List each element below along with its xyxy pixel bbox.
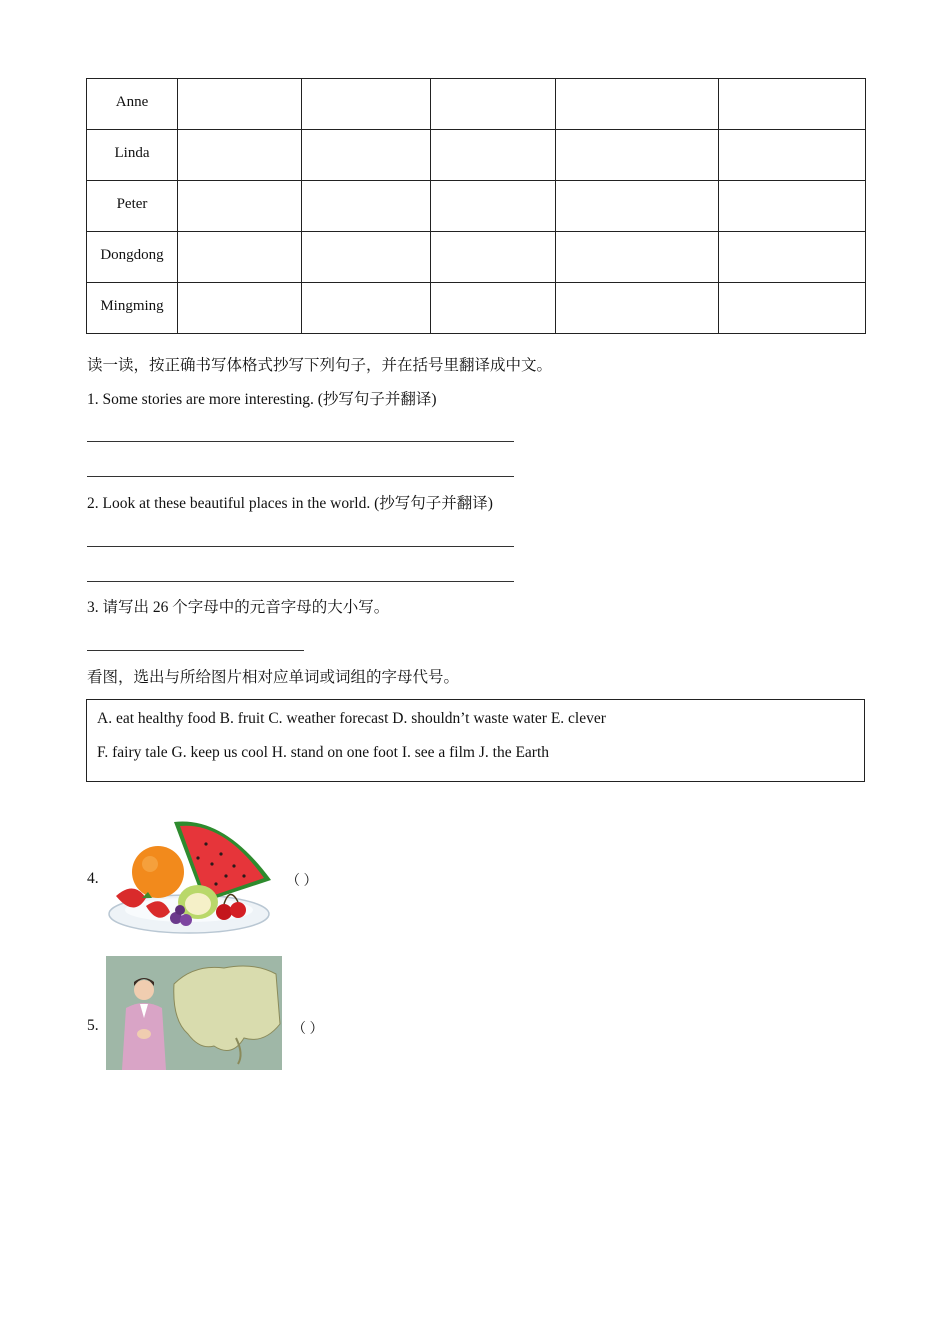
name-cell: Anne xyxy=(87,79,178,130)
table-row xyxy=(87,79,866,130)
section2-instruction: 看图，选出与所给图片相对应单词或词组的字母代号。 xyxy=(87,669,460,686)
question-2: 2. Look at these beautiful places in the world. (抄写句子并翻译) xyxy=(87,495,493,512)
answer-line[interactable] xyxy=(87,650,304,651)
presenter-head xyxy=(134,980,154,1000)
answer-parentheses[interactable]: （ ） xyxy=(286,874,318,889)
answer-line[interactable] xyxy=(87,581,514,582)
answer-parentheses[interactable]: （ ） xyxy=(292,1022,324,1037)
section1-instruction: 读一读，按正确书写体格式抄写下列句子，并在括号里翻译成中文。 xyxy=(87,357,553,374)
answer-line[interactable] xyxy=(87,476,514,477)
table-row xyxy=(87,232,866,283)
options-box xyxy=(86,699,865,782)
name-cell: Linda xyxy=(87,130,178,181)
table-row xyxy=(87,130,866,181)
fruit-plate-image xyxy=(106,814,276,938)
name-cell: Mingming xyxy=(87,283,178,334)
orange-shape xyxy=(132,846,184,898)
question-1: 1. Some stories are more interesting. (抄写句子并翻译) xyxy=(87,391,437,408)
options-line-1: A. eat healthy food B. fruit C. weather forecast D. shouldn’t waste water E. clever xyxy=(97,710,606,727)
weather-forecast-image xyxy=(104,954,284,1072)
answer-line[interactable] xyxy=(87,546,514,547)
cherry-shape xyxy=(216,904,232,920)
name-table xyxy=(86,78,866,334)
question-4-number: 4. xyxy=(87,870,99,887)
options-line-2: F. fairy tale G. keep us cool H. stand on one foot I. see a film J. the Earth xyxy=(97,744,550,761)
table-row xyxy=(87,181,866,232)
question-3: 3. 请写出 26 个字母中的元音字母的大小写。 xyxy=(87,599,390,616)
table-row xyxy=(87,283,866,334)
question-5-number: 5. xyxy=(87,1017,99,1034)
answer-line[interactable] xyxy=(87,441,514,442)
name-cell: Dongdong xyxy=(87,232,178,283)
name-cell: Peter xyxy=(87,181,178,232)
